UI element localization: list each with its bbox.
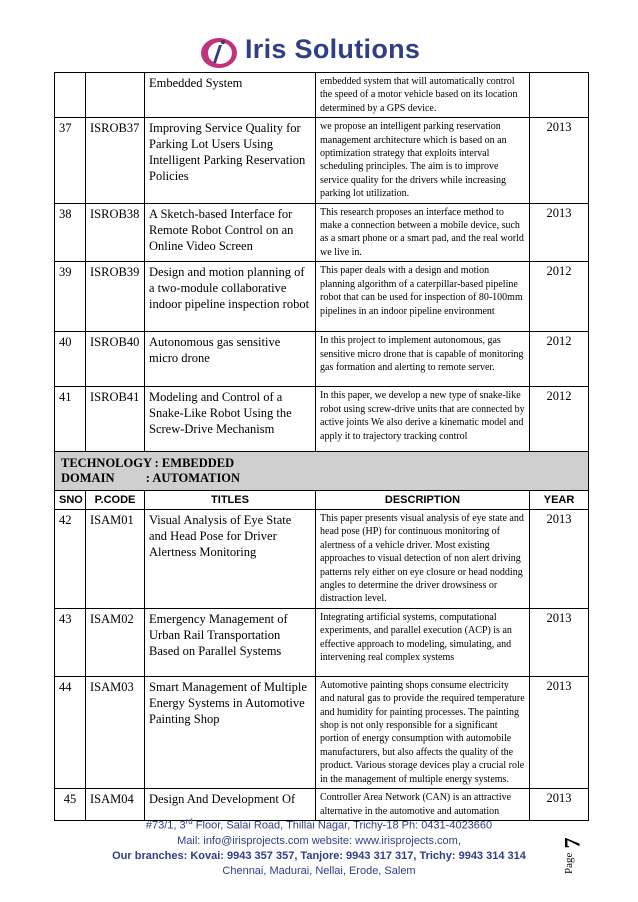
desc-cell: Automotive painting shops consume electricity and natural gas to provide the required temperature and humidity for painting processes. The painting shop is not only responsible for a significant portion of energy consumption with automobile manufacturers, but also affects the quality of the product. Various storage devices play a crucial role in the management of multiple energy systems. bbox=[316, 676, 530, 788]
title-cell: Smart Management of Multiple Energy Systems in Automotive Painting Shop bbox=[145, 676, 316, 788]
brand-title: Iris Solutions bbox=[245, 34, 421, 64]
column-header-row bbox=[55, 491, 589, 510]
footer-branches: Our branches: Kovai: 9943 357 357, Tanjore: 9943 317 317, Trichy: 9943 314 314 bbox=[112, 849, 526, 862]
col-header-desc: DESCRIPTION bbox=[316, 491, 530, 510]
desc-cell: Controller Area Network (CAN) is an attractive alternative in the automotive and automation bbox=[316, 789, 530, 821]
title-cell: Autonomous gas sensitive micro drone bbox=[145, 332, 316, 387]
desc-cell: Integrating artificial systems, computational experiments, and parallel execution (ACP) is an effective approach to modeling, simulating, and intervening real complex systems bbox=[316, 608, 530, 676]
col-header-code: P.CODE bbox=[86, 491, 145, 510]
col-header-title: TITLES bbox=[145, 491, 316, 510]
year-cell bbox=[530, 73, 589, 118]
code-cell: ISAM03 bbox=[86, 676, 145, 788]
code-cell: ISROB40 bbox=[86, 332, 145, 387]
title-cell: A Sketch-based Interface for Remote Robot Control on an Online Video Screen bbox=[145, 203, 316, 262]
page-label: Page bbox=[563, 852, 575, 874]
table-row bbox=[55, 118, 589, 203]
table-row bbox=[55, 676, 589, 788]
sno-cell: 39 bbox=[55, 262, 86, 332]
table-row bbox=[55, 510, 589, 609]
table-row bbox=[55, 73, 589, 118]
year-cell: 2012 bbox=[530, 387, 589, 454]
year-cell: 2012 bbox=[530, 262, 589, 332]
sno-cell: 43 bbox=[55, 608, 86, 676]
desc-cell: This research proposes an interface method to make a connection between a mobile device, such as a smart phone or a smart pad, and the real world we live in. bbox=[316, 203, 530, 262]
table-row bbox=[55, 387, 589, 454]
desc-cell: This paper deals with a design and motion planning algorithm of a caterpillar-based pipeline robot that can be used for inspection of 80-100mm pipelines in an indoor pipeline environment bbox=[316, 262, 530, 332]
title-cell: Design and motion planning of a two-module collaborative indoor pipeline inspection robot bbox=[145, 262, 316, 332]
year-cell: 2013 bbox=[530, 203, 589, 262]
table-row bbox=[55, 203, 589, 262]
desc-cell: In this paper, we develop a new type of snake-like robot using screw-drive units that are connected by active joints We also derive a kinematic model and apply it to trajectory tracking control bbox=[316, 387, 530, 454]
page-number: 7 bbox=[559, 837, 585, 849]
year-cell: 2013 bbox=[530, 608, 589, 676]
year-cell: 2013 bbox=[530, 510, 589, 609]
sno-cell: 37 bbox=[55, 118, 86, 203]
page-number-box bbox=[559, 828, 585, 878]
desc-cell: This paper presents visual analysis of eye state and head pose (HP) for continuous monitoring of alertness of a vehicle driver. Most existing approaches to visual detection of non alert driving patterns rely either on eye closure or head nodding angles to determine the driver drowsiness or distraction level. bbox=[316, 510, 530, 609]
footer-address: #73/1, 3rd Floor, Salai Road, Thillai Nagar, Trichy-18 Ph: 0431-4023660 bbox=[145, 817, 493, 832]
code-cell: ISROB41 bbox=[86, 387, 145, 454]
sno-cell: 42 bbox=[55, 510, 86, 609]
projects-table-robotics bbox=[54, 72, 589, 454]
sno-cell bbox=[55, 73, 86, 118]
technology-label: TECHNOLOGY : EMBEDDED bbox=[61, 456, 235, 470]
table-row bbox=[55, 608, 589, 676]
year-cell: 2013 bbox=[530, 789, 589, 821]
desc-cell: In this project to implement autonomous, gas sensitive micro drone that is capable of monitoring gas formation and alerting to remote server. bbox=[316, 332, 530, 387]
year-cell: 2013 bbox=[530, 118, 589, 203]
page-header bbox=[0, 30, 638, 72]
title-cell: Embedded System bbox=[145, 73, 316, 118]
section-header-row bbox=[55, 452, 589, 491]
code-cell: ISROB38 bbox=[86, 203, 145, 262]
code-cell: ISROB39 bbox=[86, 262, 145, 332]
code-cell: ISAM04 bbox=[86, 789, 145, 821]
page-footer bbox=[0, 814, 638, 879]
year-cell: 2012 bbox=[530, 332, 589, 387]
desc-cell: embedded system that will automatically control the speed of a motor vehicle based on its location determined by a GPS device. bbox=[316, 73, 530, 118]
code-cell: ISAM01 bbox=[86, 510, 145, 609]
sno-cell: 38 bbox=[55, 203, 86, 262]
code-cell bbox=[86, 73, 145, 118]
table-row bbox=[55, 332, 589, 387]
projects-table-automation bbox=[54, 451, 589, 821]
sno-cell: 44 bbox=[55, 676, 86, 788]
title-cell: Emergency Management of Urban Rail Transportation Based on Parallel Systems bbox=[145, 608, 316, 676]
footer-contact: Mail: info@irisprojects.com website: www.irisprojects.com, bbox=[177, 834, 461, 847]
section-header bbox=[55, 452, 589, 491]
desc-cell: we propose an intelligent parking reservation management architecture which is based on an optimization strategy that exploits interval scheduling principles. The aim is to improve service quality for the drivers while increasing parking lot utilization. bbox=[316, 118, 530, 203]
footer-cities: Chennai, Madurai, Nellai, Erode, Salem bbox=[222, 864, 416, 877]
title-cell: Visual Analysis of Eye State and Head Pose for Driver Alertness Monitoring bbox=[145, 510, 316, 609]
sno-cell: 41 bbox=[55, 387, 86, 454]
year-cell: 2013 bbox=[530, 676, 589, 788]
iris-logo-icon bbox=[199, 36, 239, 70]
title-cell: Improving Service Quality for Parking Lot Users Using Intelligent Parking Reservation Policies bbox=[145, 118, 316, 203]
col-header-sno: SNO bbox=[55, 491, 86, 510]
code-cell: ISROB37 bbox=[86, 118, 145, 203]
title-cell: Modeling and Control of a Snake-Like Robot Using the Screw-Drive Mechanism bbox=[145, 387, 316, 454]
sno-cell: 45 bbox=[55, 789, 86, 821]
col-header-year: YEAR bbox=[530, 491, 589, 510]
domain-label: DOMAIN : AUTOMATION bbox=[61, 471, 241, 485]
code-cell: ISAM02 bbox=[86, 608, 145, 676]
title-cell: Design And Development Of bbox=[145, 789, 316, 821]
table-row bbox=[55, 262, 589, 332]
sno-cell: 40 bbox=[55, 332, 86, 387]
